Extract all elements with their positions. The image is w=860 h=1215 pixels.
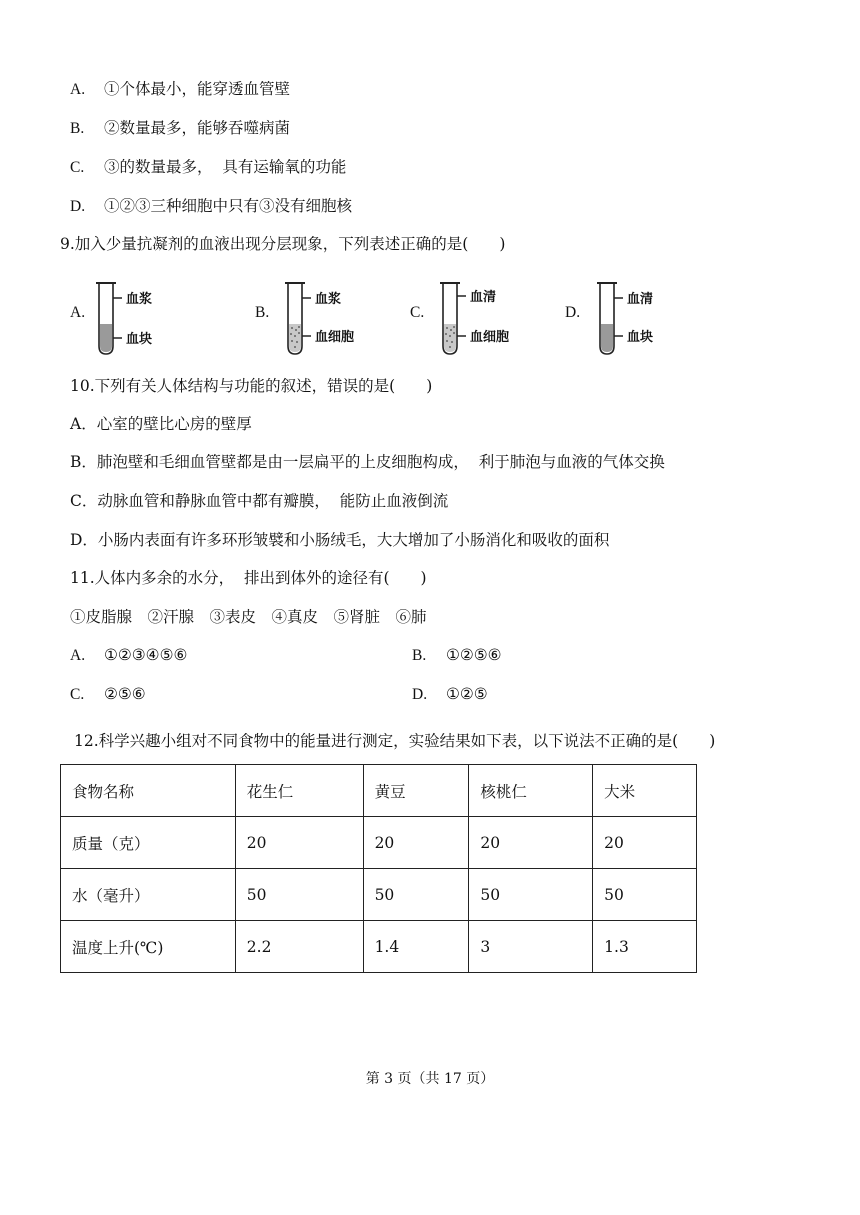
tube-top-label: 血浆 bbox=[315, 292, 342, 307]
q8-option-d bbox=[70, 195, 352, 218]
option-letter: B. bbox=[70, 120, 85, 137]
tube-bottom-label: 血块 bbox=[627, 330, 654, 345]
q12-stem: 12.科学兴趣小组对不同食物中的能量进行测定，实验结果如下表，以下说法不正确的是( ) bbox=[74, 732, 716, 750]
table-header-cell: 花生仁 bbox=[235, 765, 363, 817]
test-tube-icon bbox=[283, 280, 313, 358]
table-header-cell: 黄豆 bbox=[363, 765, 469, 817]
table-cell: 50 bbox=[593, 869, 697, 921]
option-letter: C. bbox=[410, 304, 425, 321]
table-header-cell: 核桃仁 bbox=[469, 765, 593, 817]
option-text: ①②③④⑤⑥ bbox=[104, 646, 188, 664]
option-letter: B. bbox=[255, 304, 270, 321]
option-letter: C. bbox=[70, 159, 85, 176]
q11-option-d bbox=[412, 683, 488, 706]
table-cell: 1.3 bbox=[593, 921, 697, 973]
q10-option-c: C．动脉血管和静脉血管中都有瓣膜， 能防止血液倒流 bbox=[70, 492, 449, 510]
q9-stem: 9.加入少量抗凝剂的血液出现分层现象，下列表述正确的是( ) bbox=[60, 235, 506, 253]
test-tube-icon bbox=[438, 280, 468, 358]
q11-option-a bbox=[70, 644, 187, 667]
q9-option-d bbox=[565, 280, 685, 358]
option-letter: A. bbox=[70, 81, 86, 98]
tube-bottom-label: 血块 bbox=[126, 332, 153, 347]
option-text: ①②③三种细胞中只有③没有细胞核 bbox=[104, 197, 353, 215]
tube-top-label: 血清 bbox=[470, 290, 497, 305]
option-text: ②⑤⑥ bbox=[104, 685, 146, 703]
option-letter: D. bbox=[565, 304, 581, 321]
q10-option-d: D．小肠内表面有许多环形皱襞和小肠绒毛，大大增加了小肠消化和吸收的面积 bbox=[70, 531, 610, 549]
option-text: ①个体最小，能穿透血管壁 bbox=[104, 80, 291, 98]
q11-stem: 11.人体内多余的水分， 排出到体外的途径有( ) bbox=[70, 569, 427, 587]
option-text: ②数量最多，能够吞噬病菌 bbox=[104, 119, 291, 137]
q8-option-a bbox=[70, 78, 290, 101]
table-cell: 3 bbox=[469, 921, 593, 973]
option-letter: B. bbox=[412, 647, 427, 664]
q10-option-b: B．肺泡壁和毛细血管壁都是由一层扁平的上皮细胞构成， 利于肺泡与血液的气体交换 bbox=[70, 453, 665, 471]
option-letter: C. bbox=[70, 686, 85, 703]
q11-option-b bbox=[412, 644, 502, 667]
table-row bbox=[61, 869, 697, 921]
q9-option-c bbox=[410, 280, 530, 358]
option-letter: D. bbox=[70, 198, 86, 215]
option-text: ①②⑤⑥ bbox=[446, 646, 502, 664]
table-cell: 20 bbox=[235, 817, 363, 869]
food-energy-table bbox=[60, 764, 697, 973]
option-letter: A. bbox=[70, 647, 86, 664]
table-cell: 50 bbox=[363, 869, 469, 921]
table-cell: 50 bbox=[469, 869, 593, 921]
option-text: ①②⑤ bbox=[446, 685, 488, 703]
table-cell: 20 bbox=[593, 817, 697, 869]
q10-stem: 10.下列有关人体结构与功能的叙述，错误的是( ) bbox=[70, 377, 433, 395]
tube-bottom-label: 血细胞 bbox=[315, 330, 355, 345]
table-cell: 20 bbox=[469, 817, 593, 869]
page-footer: 第 3 页（共 17 页） bbox=[365, 1071, 495, 1087]
option-text: ③的数量最多， 具有运输氧的功能 bbox=[104, 158, 347, 176]
tube-top-label: 血清 bbox=[627, 292, 654, 307]
option-letter: D. bbox=[412, 686, 428, 703]
table-cell: 50 bbox=[235, 869, 363, 921]
q8-option-c bbox=[70, 156, 346, 179]
table-header-cell: 食物名称 bbox=[61, 765, 236, 817]
test-tube-icon bbox=[595, 280, 625, 358]
table-row bbox=[61, 921, 697, 973]
test-tube-icon bbox=[94, 280, 124, 358]
table-cell: 1.4 bbox=[363, 921, 469, 973]
table-header-row bbox=[61, 765, 697, 817]
tube-top-label: 血浆 bbox=[126, 292, 153, 307]
q9-option-a bbox=[70, 280, 190, 358]
q9-option-b bbox=[255, 280, 375, 358]
table-header-cell: 大米 bbox=[593, 765, 697, 817]
table-cell: 质量（克） bbox=[61, 817, 236, 869]
table-cell: 水（毫升） bbox=[61, 869, 236, 921]
option-letter: A. bbox=[70, 304, 86, 321]
table-cell: 20 bbox=[363, 817, 469, 869]
q11-option-c bbox=[70, 683, 146, 706]
table-row bbox=[61, 817, 697, 869]
q10-option-a: A．心室的壁比心房的壁厚 bbox=[70, 415, 252, 433]
q8-option-b bbox=[70, 117, 290, 140]
q11-items: ①皮脂腺 ②汗腺 ③表皮 ④真皮 ⑤肾脏 ⑥肺 bbox=[70, 608, 427, 626]
tube-bottom-label: 血细胞 bbox=[470, 330, 510, 345]
table-cell: 2.2 bbox=[235, 921, 363, 973]
table-cell: 温度上升(℃) bbox=[61, 921, 236, 973]
